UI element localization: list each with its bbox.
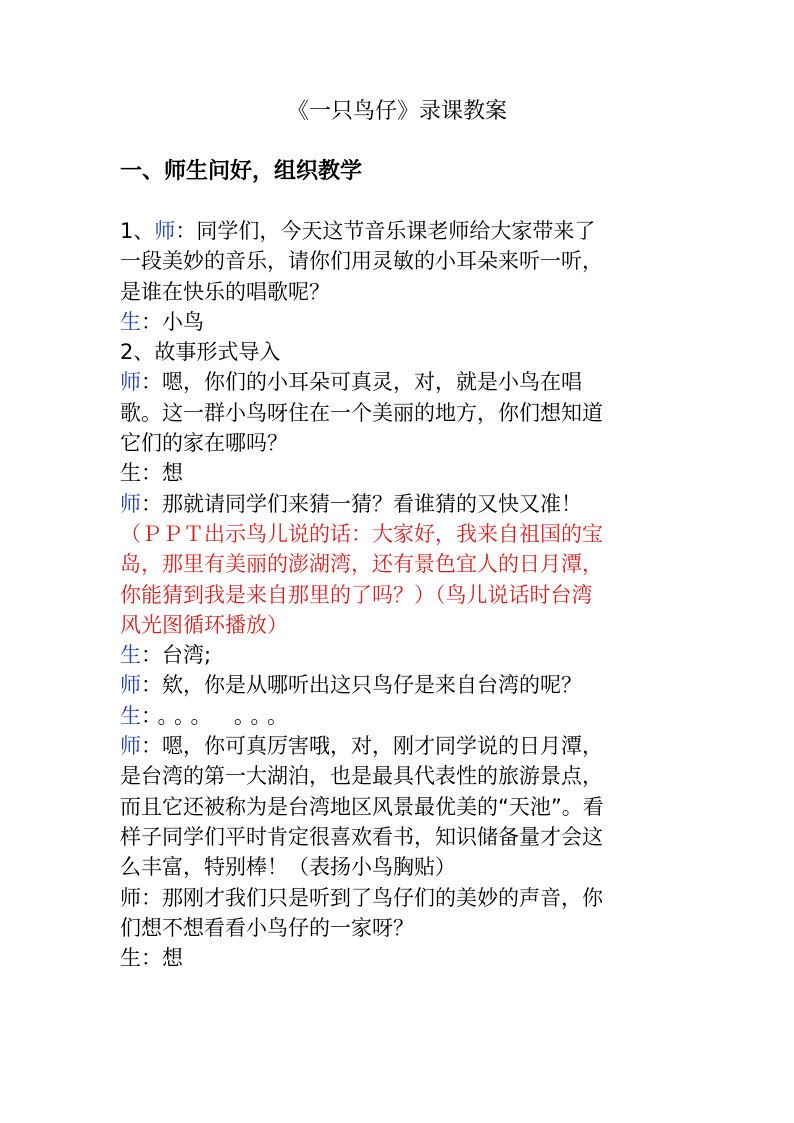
text-segment: 生：想 (120, 461, 183, 486)
text-segment: 师：那刚才我们只是听到了鸟仔们的美妙的声音，你 (120, 885, 603, 910)
text-line (120, 246, 680, 276)
text-line (120, 580, 680, 610)
text-line (120, 367, 680, 397)
text-line (120, 489, 680, 519)
text-segment: 们想不想看看小鸟仔的一家呀？ (120, 915, 414, 940)
text-line (120, 913, 680, 943)
text-segment: 它们的家在哪吗？ (120, 431, 288, 456)
text-segment: 是台湾的第一大湖泊，也是最具代表性的旅游景点， (120, 764, 603, 789)
text-line (120, 277, 680, 307)
text-line (120, 852, 680, 882)
text-line (120, 761, 680, 791)
text-segment: 歌。这一群小鸟呀住在一个美丽的地方，你们想知道 (120, 400, 603, 425)
text-segment: ：同学们，今天这节音乐课老师给大家带来了 (175, 219, 596, 243)
text-segment: 师 (154, 219, 176, 243)
text-line (120, 883, 680, 913)
text-segment: （ＰＰＴ出示鸟儿说的话：大家好，我来自祖国的宝 (120, 521, 603, 546)
text-segment: 师 (120, 673, 141, 698)
text-segment: 师 (120, 734, 141, 759)
text-segment: 1、 (120, 219, 155, 243)
text-segment: 是谁在快乐的唱歌呢？ (120, 279, 330, 304)
text-line (120, 519, 680, 549)
text-segment: ：台湾; (141, 643, 212, 668)
text-line (120, 701, 680, 731)
text-segment: 样子同学们平时肯定很喜欢看书，知识储备量才会这 (120, 824, 603, 849)
text-line (120, 549, 680, 579)
text-segment: 岛，那里有美丽的澎湖湾，还有景色宜人的日月潭， (120, 552, 603, 577)
text-line (120, 458, 680, 488)
text-segment: 生 (120, 643, 141, 668)
text-line (120, 792, 680, 822)
text-segment: ：嗯，你们的小耳朵可真灵，对，就是小鸟在唱 (141, 370, 582, 395)
text-line (120, 216, 680, 246)
text-segment: ：欸，你是从哪听出这只鸟仔是来自台湾的呢？ (141, 673, 582, 698)
text-segment: 风光图循环播放） (120, 612, 288, 637)
text-line (120, 670, 680, 700)
text-segment: 你能猜到我是来自那里的了吗？）（鸟儿说话时台湾 (120, 582, 593, 607)
text-line (120, 428, 680, 458)
text-segment: ：。。。 。。。 (141, 703, 294, 728)
text-segment: ：那就请同学们来猜一猜？看谁猜的又快又准！ (141, 491, 582, 516)
text-line (120, 822, 680, 852)
text-segment: 么丰富，特别棒！（表扬小鸟胸贴） (120, 855, 456, 880)
text-segment: 而且它还被称为是台湾地区风景最优美的“天池”。看 (120, 794, 604, 819)
text-segment: ：嗯，你可真厉害哦，对，刚才同学说的日月潭， (141, 734, 603, 759)
text-segment: 一段美妙的音乐，请你们用灵敏的小耳朵来听一听， (120, 249, 603, 274)
text-segment: 生 (120, 309, 141, 334)
text-segment: 2、故事形式导入 (120, 340, 281, 365)
lesson-body (120, 216, 680, 973)
text-line (120, 398, 680, 428)
text-line (120, 640, 680, 670)
text-line (120, 307, 680, 337)
text-segment: 生：想 (120, 946, 183, 971)
text-segment: 师 (120, 491, 141, 516)
section-heading: 一、师生问好，组织教学 (120, 159, 363, 184)
text-segment: 师 (120, 370, 141, 395)
text-line (120, 337, 680, 367)
text-segment: 生 (120, 703, 141, 728)
text-line (120, 943, 680, 973)
text-segment: ：小鸟 (141, 309, 204, 334)
text-line (120, 731, 680, 761)
document-title: 《一只鸟仔》录课教案 (286, 99, 507, 124)
text-line (120, 610, 680, 640)
